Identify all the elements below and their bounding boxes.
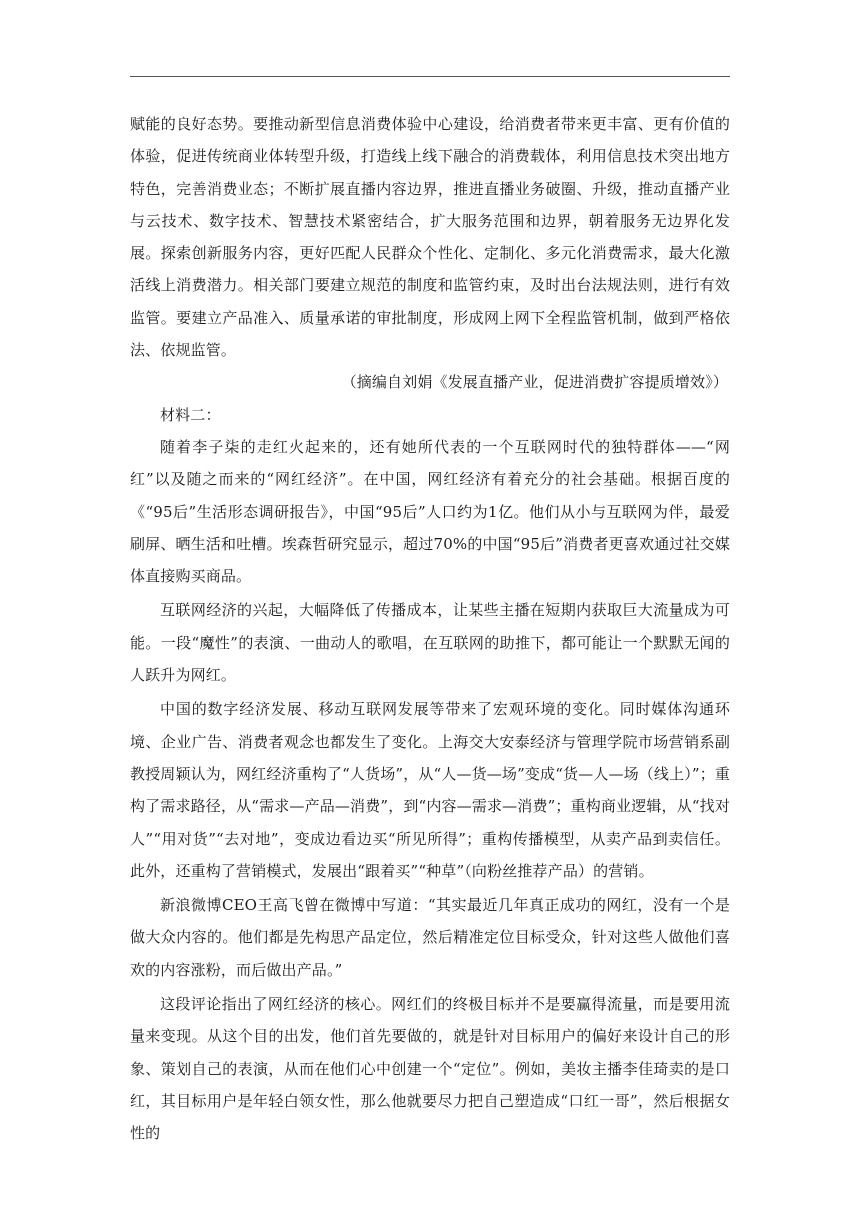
- paragraph: 新浪微博CEO王高飞曾在微博中写道：“其实最近几年真正成功的网红，没有一个是做大众内容的。他们都是先构思产品定位，然后精准定位目标受众，针对这些人做他们喜欢的内容涨粉，而后做出产品。”: [130, 896, 730, 979]
- paragraph: 中国的数字经济发展、移动互联网发展等带来了宏观环境的变化。同时媒体沟通环境、企业广告、消费者观念也都发生了变化。上海交大安泰经济与管理学院市场营销系副教授周颖认为，网红经济重构了“人货场”，从“人—货—场”变成“货—人—场（线上）”；重构了需求路径，从“需求—产品—消费”，到“内容—需求—消费”；重构商业逻辑，从“找对人”“用对货”“去对地”，变成边看边买“所见所得”；重构传播模型，从卖产品到卖信任。此外，还重构了营销模式，发展出“跟着买”“种草”（向粉丝推荐产品）的营销。: [130, 700, 730, 880]
- page-header-rule: [130, 76, 730, 77]
- paragraph: 互联网经济的兴起，大幅降低了传播成本，让某些主播在短期内获取巨大流量成为可能。一段“魔性”的表演、一曲动人的歌唱，在互联网的助推下，都可能让一个默默无闻的人跃升为网红。: [130, 601, 730, 685]
- paragraph: 这段评论指出了网红经济的核心。网红们的终极目标并不是要赢得流量，而是要用流量来变现。从这个目的出发，他们首先要做的，就是针对目标用户的偏好来设计自己的形象、策划自己的表演，从而在他们心中创建一个“定位”。例如，美妆主播李佳琦卖的是口红，其目标用户是年轻白领女性，那么他就要尽力把自己塑造成“口红一哥”，然后根据女性的: [130, 995, 730, 1143]
- document-body: [130, 108, 730, 1150]
- paragraph: 随着李子柒的走红火起来的，还有她所代表的一个互联网时代的独特群体——“网红”以及随之而来的“网红经济”。在中国，网红经济有着充分的社会基础。根据百度的《“95后”生活形态调研报告》，中国“95后”人口约为1亿。他们从小与互联网为伴，最爱刷屏、晒生活和吐槽。埃森哲研究显示，超过70%的中国“95后”消费者更喜欢通过社交媒体直接购买商品。: [130, 437, 730, 586]
- section-heading: 材料二：: [160, 405, 221, 424]
- source-citation: （摘编自刘娟《发展直播产业，促进消费扩容提质增效》）: [341, 373, 728, 392]
- paragraph-continuation: 赋能的良好态势。要推动新型信息消费体验中心建设，给消费者带来更丰富、更有价值的体验，促进传统商业体转型升级，打造线上线下融合的消费载体，利用信息技术突出地方特色，完善消费业态；不断扩展直播内容边界，推进直播业务破圈、升级，推动直播产业与云技术、数字技术、智慧技术紧密结合，扩大服务范围和边界，朝着服务无边界化发展。探索创新服务内容，更好匹配人民群众个性化、定制化、多元化消费需求，最大化激活线上消费潜力。相关部门要建立规范的制度和监管约束，及时出台法规法则，进行有效监管。要建立产品准入、质量承诺的审批制度，形成网上网下全程监管机制，做到严格依法、依规监管。: [130, 115, 730, 360]
